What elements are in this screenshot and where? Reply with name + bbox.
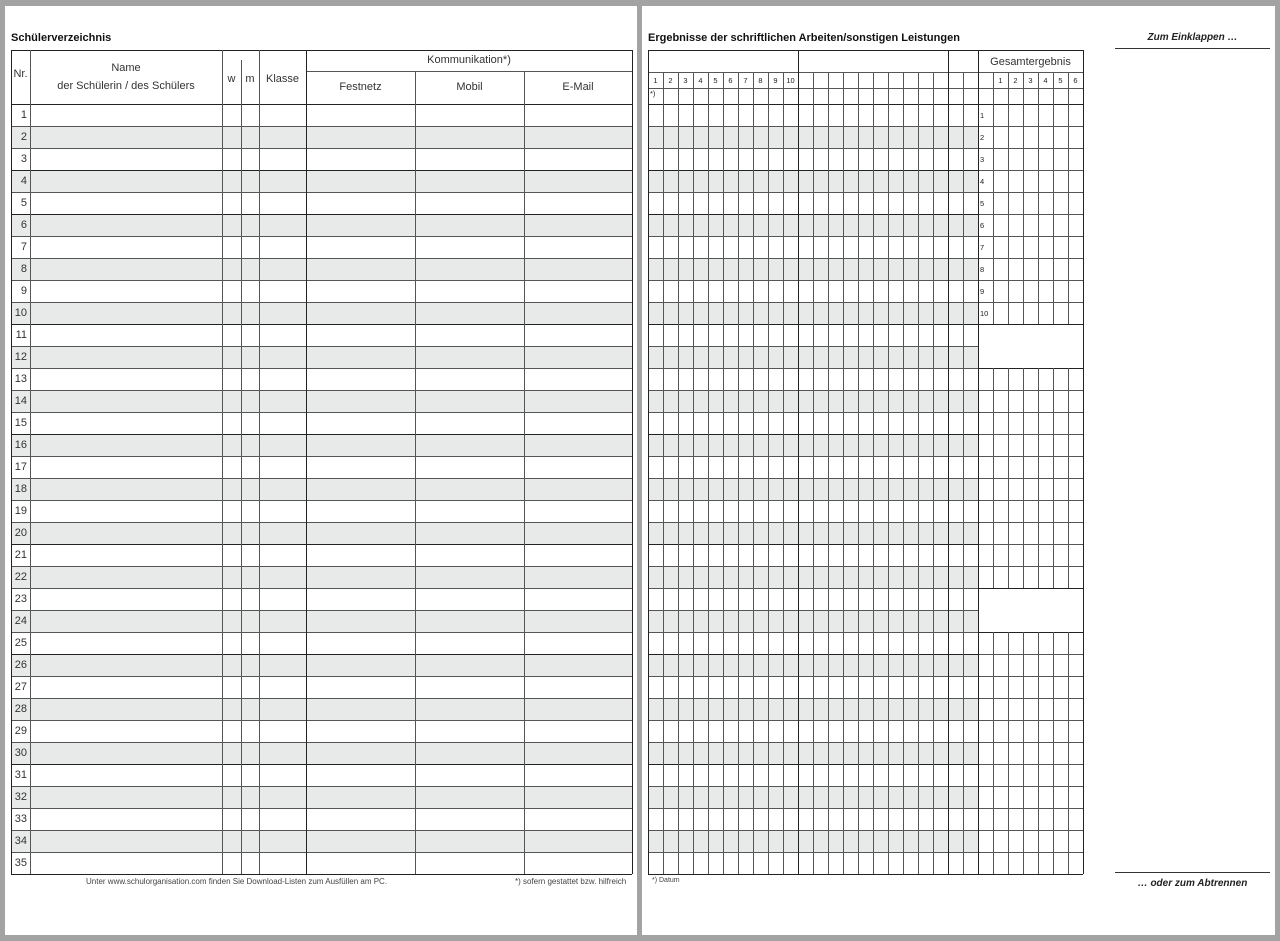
grid-column-number: 1 [653,76,658,85]
grid-column-number: 10 [786,76,795,85]
row-divider [11,654,632,655]
row-number: 21 [14,549,27,561]
row-divider [11,742,632,743]
grid-column-number: 3 [683,76,688,85]
column-divider [632,50,633,874]
grid-column-number: 8 [758,76,763,85]
row-divider [11,346,632,347]
grid-column-divider [678,72,679,874]
grid-column-divider [963,72,964,874]
header-nr: Nr. [13,68,28,80]
row-number: 33 [14,813,27,825]
grid-column-divider [843,72,844,874]
row-stripe [11,654,632,676]
row-number: 28 [14,703,27,715]
gesamt-row-label: 4 [980,177,985,186]
column-divider [259,50,260,874]
row-divider [11,720,632,721]
row-number: 35 [14,857,27,869]
grid-column-divider [753,72,754,874]
row-number: 18 [14,483,27,495]
row-number: 8 [20,263,27,275]
row-stripe [11,434,632,456]
gesamt-column-divider [1068,72,1069,324]
row-number: 26 [14,659,27,671]
cut-label: … oder zum Abtrennen [1137,878,1248,889]
table-top-border [11,50,632,51]
row-number: 10 [14,307,27,319]
header-mobil: Mobil [456,81,483,93]
grid-column-divider [663,72,664,874]
grid-column-number: 7 [743,76,748,85]
footer-footnote: *) sofern gestattet bzw. hilfreich [515,877,627,886]
header-festnetz: Festnetz [339,81,382,93]
header-klasse: Klasse [265,73,300,85]
row-number: 11 [15,329,27,341]
row-number: 7 [20,241,27,253]
row-divider [11,522,632,523]
row-stripe [11,214,632,236]
grid-column-divider [918,72,919,874]
gesamt-row-label: 8 [980,265,985,274]
grid-column-divider [903,72,904,874]
row-divider [11,324,632,325]
footnote-datum: *) Datum [652,877,680,884]
row-divider [11,632,632,633]
row-divider [11,610,632,611]
gesamt-row-label: 7 [980,243,985,252]
gesamt-row-label: 5 [980,199,985,208]
column-divider [241,60,242,874]
row-divider [11,588,632,589]
grid-column-number: 6 [728,76,733,85]
row-stripe [11,346,632,368]
row-number: 31 [14,769,27,781]
gesamt-column-number: 2 [1013,76,1018,85]
gesamt-row-divider [978,874,1083,875]
row-divider [11,368,632,369]
row-number: 17 [14,461,27,473]
grid-top-border [648,50,1083,51]
row-number: 19 [14,505,27,517]
row-divider [11,764,632,765]
grid-column-divider [738,72,739,874]
row-divider [11,412,632,413]
row-divider [11,544,632,545]
kommunikation-divider [306,71,632,72]
row-divider [11,236,632,237]
gesamt-column-divider [993,632,994,874]
gesamt-column-divider [1038,368,1039,588]
grid-column-number: 5 [713,76,718,85]
gesamt-column-divider [1008,368,1009,588]
row-number: 16 [14,439,27,451]
grid-column-divider [768,72,769,874]
row-number: 3 [20,153,27,165]
grid-column-divider [813,72,814,874]
header-m: m [245,73,255,85]
gesamt-column-divider [1023,368,1024,588]
row-number: 25 [14,637,27,649]
gesamt-row-label: 6 [980,221,985,230]
grid-column-divider [873,72,874,874]
row-number: 24 [14,615,27,627]
gesamt-column-number: 1 [998,76,1003,85]
row-stripe [11,170,632,192]
row-stripe [11,742,632,764]
grid-column-divider [708,72,709,874]
header-w: w [227,73,236,85]
gesamt-column-divider [1023,632,1024,874]
gesamt-column-divider [1008,632,1009,874]
row-number: 27 [14,681,27,693]
grid-column-number: 2 [668,76,673,85]
grid-right-border [1083,50,1084,874]
grid-column-divider [798,50,799,874]
page-title-results: Ergebnisse der schriftlichen Arbeiten/sonstigen Leistungen [648,32,960,44]
gesamt-row-label: 3 [980,155,985,164]
gesamt-column-divider [1068,368,1069,588]
gesamt-column-divider [1053,632,1054,874]
gesamt-column-number: 4 [1043,76,1048,85]
row-stripe [11,478,632,500]
row-divider [11,566,632,567]
grid-column-divider [828,72,829,874]
gesamt-row-label: 10 [980,309,989,318]
gesamt-column-divider [993,368,994,588]
grid-header-divider [648,72,1083,73]
grid-column-divider [648,50,649,874]
gesamt-column-divider [1023,72,1024,324]
row-divider [11,478,632,479]
grid-column-divider [858,72,859,874]
row-stripe [11,830,632,852]
header-kommunikation: Kommunikation*) [427,54,511,66]
fold-label: Zum Einklappen … [1147,32,1238,43]
column-divider [306,50,307,874]
row-number: 29 [14,725,27,737]
row-divider [11,852,632,853]
grid-column-divider [978,50,979,874]
row-divider [11,214,632,215]
grid-column-number: 4 [698,76,703,85]
column-divider [415,71,416,874]
row-stripe [11,566,632,588]
header-gesamtergebnis: Gesamtergebnis [990,56,1071,68]
gesamt-row-divider [978,324,1083,325]
row-number: 23 [14,593,27,605]
row-number: 4 [20,175,27,187]
row-number: 34 [14,835,27,847]
row-stripe [11,258,632,280]
row-divider [11,148,632,149]
row-number: 2 [20,131,27,143]
gesamt-column-number: 5 [1058,76,1063,85]
row-stripe [11,126,632,148]
row-number: 15 [14,417,27,429]
header-email: E-Mail [562,81,594,93]
gesamt-row-label: 2 [980,133,985,142]
row-number: 1 [20,109,27,121]
gesamt-column-divider [1038,72,1039,324]
header-name-line1: Name [111,62,141,74]
row-divider [11,456,632,457]
gesamt-column-divider [1053,72,1054,324]
row-divider [11,676,632,677]
grid-row-divider [648,874,978,875]
column-divider [30,50,31,874]
row-divider [11,302,632,303]
cut-line [1115,872,1270,873]
gesamt-column-number: 3 [1028,76,1033,85]
gesamt-row-divider [978,588,1083,589]
row-divider [11,808,632,809]
column-divider [524,71,525,874]
column-divider [222,50,223,874]
row-divider [11,104,632,105]
row-divider [11,280,632,281]
row-stripe [11,390,632,412]
row-stripe [11,698,632,720]
row-stripe [11,302,632,324]
row-number: 30 [14,747,27,759]
row-divider [11,126,632,127]
date-marker: *) [650,89,656,98]
grid-column-divider [723,72,724,874]
row-number: 14 [14,395,27,407]
gesamt-row-label: 1 [980,111,985,120]
row-divider [11,500,632,501]
row-number: 22 [14,571,27,583]
row-divider [11,786,632,787]
row-divider [11,390,632,391]
gesamt-row-label: 9 [980,287,985,296]
row-divider [11,170,632,171]
row-number: 13 [14,373,27,385]
row-divider [11,192,632,193]
row-stripe [11,786,632,808]
grid-column-divider [888,72,889,874]
grid-column-divider [948,50,949,874]
grid-number-row-divider [648,88,1083,89]
row-divider [11,874,632,875]
row-number: 9 [20,285,27,297]
row-stripe [11,610,632,632]
grid-column-number: 9 [773,76,778,85]
footer-download-note: Unter www.schulorganisation.com finden Sie Download-Listen zum Ausfüllen am PC. [86,877,388,886]
header-name-line2: der Schülerin / des Schülers [57,80,195,92]
page-title-student-register: Schülerverzeichnis [11,32,112,44]
gesamt-column-divider [1038,632,1039,874]
row-divider [11,434,632,435]
row-stripe [11,522,632,544]
row-number: 20 [14,527,27,539]
gesamt-column-number: 6 [1073,76,1078,85]
grid-column-divider [933,72,934,874]
gesamt-column-divider [1068,632,1069,874]
row-divider [11,698,632,699]
row-number: 5 [20,197,27,209]
fold-line [1115,48,1270,49]
gesamt-column-divider [993,72,994,324]
row-divider [11,258,632,259]
row-number: 12 [14,351,27,363]
gesamt-column-divider [1008,72,1009,324]
grid-column-divider [693,72,694,874]
row-number: 6 [20,219,27,231]
gesamt-column-divider [1053,368,1054,588]
row-number: 32 [14,791,27,803]
grid-column-divider [783,72,784,874]
row-divider [11,830,632,831]
